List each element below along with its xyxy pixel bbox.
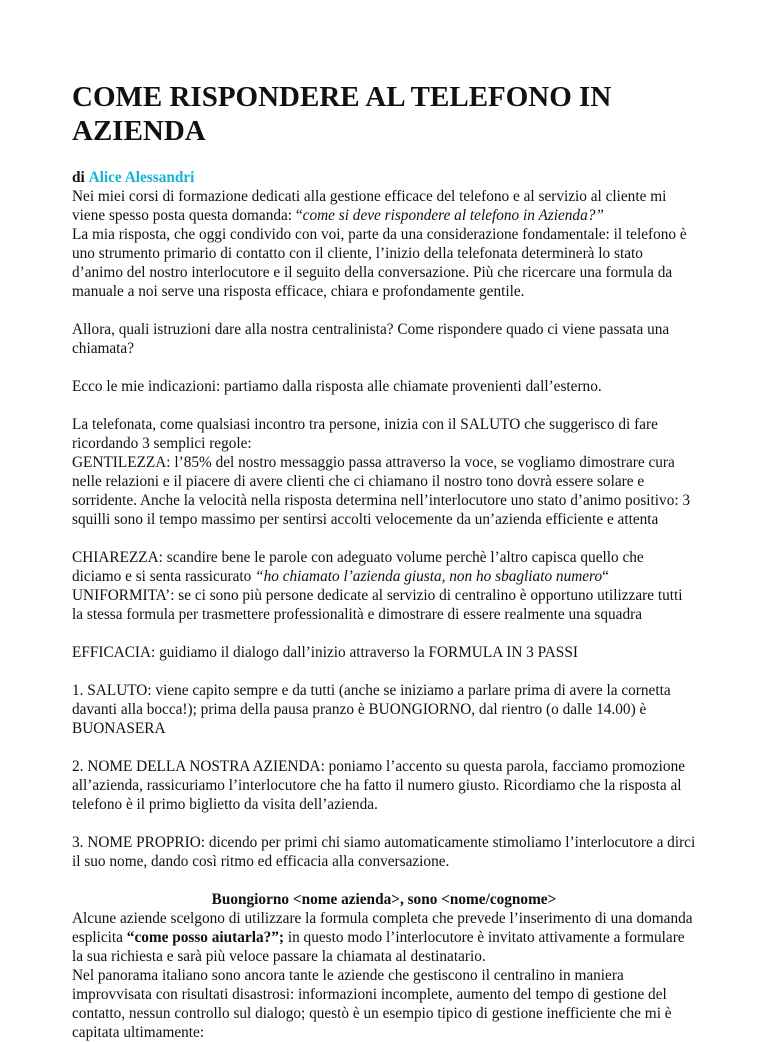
gentilezza-text: GENTILEZZA: l’85% del nostro messaggio passa attraverso la voce, se vogliamo dimostrare cura nelle relazioni e il piacere di avere clienti che ci chiamano il nostro tono dovrà essere solare e sorridente. Anche la velocità nella risposta determina nell’interlocutore uno stato d’animo positivo: 3 squilli sono il tempo massimo per sentirsi accolti velocemente da un’azienda efficiente e attenta	[72, 454, 691, 528]
chiarezza-close-quote: “	[602, 568, 609, 585]
step-3-paragraph: 3. NOME PROPRIO: dicendo per primi chi siamo automaticamente stimoliamo l’interlocutore a dirci il suo nome, dando così ritmo ed efficacia alla conversazione.	[72, 834, 696, 870]
formula-paragraph	[72, 890, 696, 1042]
saluto-intro: La telefonata, come qualsiasi incontro tra persone, inizia con il SALUTO che suggerisco di fare ricordando 3 semplici regole:	[72, 416, 658, 452]
intro-quote: come si deve rispondere al telefono in Azienda?”	[302, 207, 604, 224]
intro-response: La mia risposta, che oggi condivido con voi, parte da una considerazione fondamentale: il telefono è uno strumento primario di contatto con il cliente, l’inizio della telefonata determinerà lo stato d’animo del nostro interlocutore e il seguito della conversazione. Più che ricercare una formula da manuale a noi serve una risposta efficace, chiara e profondamente gentile.	[72, 226, 687, 300]
panorama-text: Nel panorama italiano sono ancora tante le aziende che gestiscono il centralino in maniera improvvisata con risultati disastrosi: informazioni incomplete, aumento del tempo di gestione del contatto, nessun controllo sul dialogo; questò è un esempio tipico di gestione inefficiente che mi è capitata ultimamente:	[72, 967, 672, 1041]
uniformita-text: UNIFORMITA’: se ci sono più persone dedicate al servizio di centralino è opportuno utilizzare tutti la stessa formula per trasmettere professionalità e dimostrare di essere realmente una squadra	[72, 587, 683, 623]
chiarezza-text: CHIAREZZA: scandire bene le parole con adeguato volume perchè l’altro capisca quello che diciamo e si senta rassicurato	[72, 549, 644, 585]
indications-paragraph: Ecco le mie indicazioni: partiamo dalla risposta alle chiamate provenienti dall’esterno.	[72, 378, 602, 395]
intro-text: Nei miei corsi di formazione dedicati alla gestione efficace del telefono e al servizio al cliente mi viene spesso posta questa domanda: “	[72, 188, 667, 224]
chiarezza-quote: “ho chiamato l’azienda giusta, non ho sbagliato numero	[255, 568, 603, 585]
step-2-paragraph: 2. NOME DELLA NOSTRA AZIENDA: poniamo l’accento su questa parola, facciamo promozione all’azienda, rassicuriamo l’interlocutore che ha fatto il numero giusto. Ricordiamo che la risposta al telefono è il primo biglietto da visita dell’azienda.	[72, 758, 686, 813]
byline-prefix: di	[72, 169, 85, 186]
chiarezza-paragraph	[72, 548, 696, 624]
intro-paragraph	[72, 168, 696, 301]
author-link[interactable]: Alice Alessandri	[88, 169, 195, 186]
full-formula-question: “come posso aiutarla?”;	[126, 929, 285, 946]
document-title: COME RISPONDERE AL TELEFONO IN AZIENDA	[72, 81, 612, 147]
full-formula-text: Alcune aziende scelgono di utilizzare la formula completa che prevede l’inserimento di una domanda esplicita	[72, 910, 693, 946]
step-1-paragraph: 1. SALUTO: viene capito sempre e da tutti (anche se iniziamo a parlare prima di avere la cornetta davanti alla bocca!); prima della pausa pranzo è BUONGIORNO, dal rientro (o dalle 14.00) è BUONASERA	[72, 682, 671, 737]
question-paragraph: Allora, quali istruzioni dare alla nostra centralinista? Come rispondere quado ci viene passata una chiamata?	[72, 321, 670, 357]
efficacia-paragraph: EFFICACIA: guidiamo il dialogo dall’inizio attraverso la FORMULA IN 3 PASSI	[72, 644, 578, 661]
saluto-paragraph	[72, 415, 696, 529]
full-formula-rest: in questo modo l’interlocutore è invitato attivamente a formulare la sua richiesta e sarà più veloce passare la chiamata al destinatario.	[72, 929, 685, 965]
formula-line: Buongiorno <nome azienda>, sono <nome/cognome>	[211, 891, 557, 908]
